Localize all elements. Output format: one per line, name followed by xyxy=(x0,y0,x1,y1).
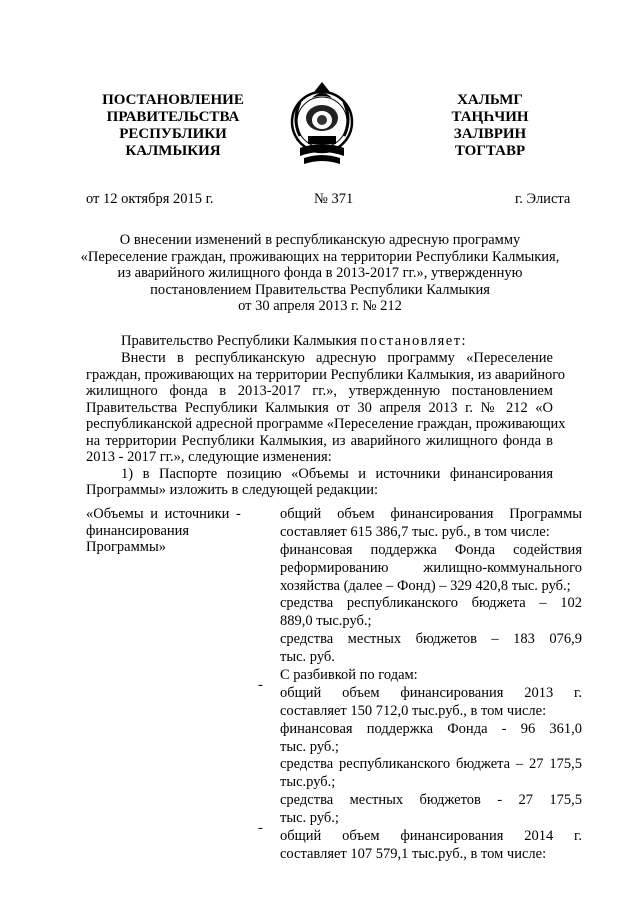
intro-line xyxy=(121,333,467,350)
document-city: г. Элиста xyxy=(515,191,571,207)
body-line: на территории Республики Калмыкия, из аварийного жилищного фонда в xyxy=(86,432,553,449)
body-line: Внести в республиканскую адресную программу «Переселение xyxy=(121,350,553,366)
right-col-line: средства республиканского бюджета – 102 xyxy=(280,595,582,612)
right-col-line: средства местных бюджетов - 27 175,5 xyxy=(280,792,582,809)
body-line: граждан, проживающих на территории Республики Калмыкия, из аварийного xyxy=(86,366,566,383)
intro-text: Правительство Республики Калмыкия xyxy=(121,333,357,349)
header-right-line: ЗАЛВРИН xyxy=(453,126,527,142)
emblem-kalmykia-icon xyxy=(286,78,358,170)
body-line: республиканской адресной программе «Переселение граждан, проживающих xyxy=(86,416,566,432)
right-col-line: средства местных бюджетов – 183 076,9 xyxy=(280,631,582,648)
header-right-line: ХАЛЬМГ xyxy=(457,92,523,108)
right-col-line: реформированию жилищно-коммунального xyxy=(280,559,582,576)
right-col-line: тыс.руб.; xyxy=(280,774,336,791)
right-col-line: хозяйства (далее – Фонд) – 329 420,8 тыс. руб.; xyxy=(280,577,571,594)
list-dash: - xyxy=(258,677,263,693)
right-col-line: тыс. руб.; xyxy=(280,810,339,827)
left-col-line: Программы» xyxy=(86,539,166,555)
right-col-line: финансовая поддержка Фонда - 96 361,0 xyxy=(280,720,582,737)
list-dash: - xyxy=(258,820,263,836)
left-col-line: финансирования xyxy=(86,522,190,539)
header-left-line: РЕСПУБЛИКИ xyxy=(119,126,227,142)
right-col-line: тыс. руб. xyxy=(280,649,335,666)
header-left-line: ПОСТАНОВЛЕНИЕ xyxy=(102,92,244,108)
right-col-line: средства республиканского бюджета – 27 175,5 xyxy=(280,756,582,773)
body-line: Программы» изложить в следующей редакции: xyxy=(86,482,379,498)
right-col-line: составляет 150 712,0 тыс.руб., в том числе: xyxy=(280,702,547,719)
body-line: Правительства Республики Калмыкия от 30 апреля 2013 г. № 212 «О xyxy=(86,399,553,416)
right-col-line: С разбивкой по годам: xyxy=(280,667,418,684)
header-right-line: ТАҢҺЧИН xyxy=(451,109,529,125)
document-date: от 12 октября 2015 г. xyxy=(86,191,214,207)
right-col-line: общий объем финансирования 2014 г. xyxy=(280,828,582,845)
intro-decree: постановляет: xyxy=(360,333,468,349)
title-line: «Переселение граждан, проживающих на территории Республики Калмыкия, xyxy=(80,248,560,265)
right-col-line: тыс. руб.; xyxy=(280,738,339,755)
title-line: постановлением Правительства Республики Калмыкия xyxy=(150,281,490,298)
right-col-line: общий объем финансирования 2013 г. xyxy=(280,684,582,701)
title-line: от 30 апреля 2013 г. № 212 xyxy=(238,298,402,314)
header-right-line: ТОГТАВР xyxy=(454,143,526,159)
title-line: из аварийного жилищного фонда в 2013-2017 гг.», утвержденную xyxy=(117,265,523,281)
passport-left-column xyxy=(86,506,266,556)
body-paragraph xyxy=(86,350,566,499)
document-title xyxy=(0,232,640,315)
body-line: 1) в Паспорте позицию «Объемы и источники финансирования xyxy=(121,465,553,482)
header-left xyxy=(88,92,258,160)
header-right xyxy=(408,92,572,160)
right-col-line: составляет 615 386,7 тыс. руб., в том числе: xyxy=(280,523,550,540)
right-col-line: финансовая поддержка Фонда содействия xyxy=(280,541,582,558)
body-line: 2013 - 2017 гг.», следующие изменения: xyxy=(86,449,332,465)
passport-right-column xyxy=(280,506,582,864)
header-left-line: ПРАВИТЕЛЬСТВА xyxy=(106,109,240,125)
right-col-line: общий объем финансирования Программы xyxy=(280,506,582,522)
document-number: № 371 xyxy=(314,191,354,207)
right-col-line: 889,0 тыс.руб.; xyxy=(280,613,372,630)
right-col-line: составляет 107 579,1 тыс.руб., в том числе: xyxy=(280,845,547,862)
left-col-line: «Объемы и источники - xyxy=(86,506,241,522)
header-left-line: КАЛМЫКИЯ xyxy=(125,143,221,159)
title-line: О внесении изменений в республиканскую адресную программу xyxy=(119,232,521,248)
body-line: жилищного фонда в 2013-2017 гг.», утвержденную постановлением xyxy=(86,383,553,399)
